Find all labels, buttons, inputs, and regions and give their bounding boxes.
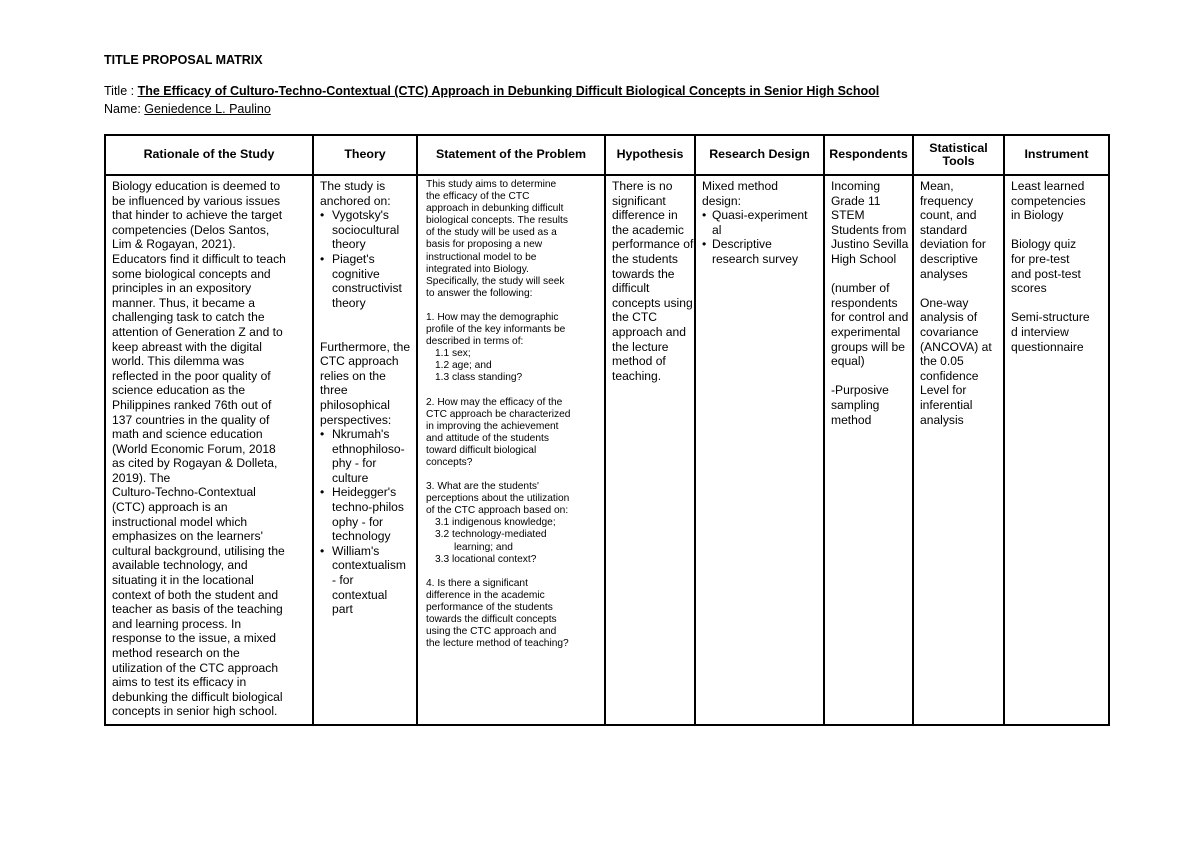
- instrument-interview: [1011, 310, 1108, 354]
- text-line: Culturo-Techno-Contextual: [112, 485, 256, 500]
- text-line: for control and: [831, 310, 909, 325]
- text-line: contextual: [332, 587, 388, 602]
- text-line: technology: [332, 529, 391, 544]
- text-line: (CTC) approach is an: [112, 500, 228, 515]
- bullet-icon: •: [320, 543, 325, 558]
- text-line: principles in an expository: [112, 281, 252, 296]
- text-line: the students: [612, 251, 678, 266]
- respondents-description: [831, 179, 912, 267]
- text-line: and learning process. In: [112, 616, 242, 631]
- problem-question-3: [426, 481, 604, 517]
- text-line: of the CTC approach based on:: [426, 505, 569, 517]
- text-line: cognitive: [332, 266, 380, 281]
- problem-question-2: [426, 397, 604, 470]
- text-line: 1. How may the demographic: [426, 311, 559, 323]
- text-line: philosophical: [320, 397, 390, 412]
- tools-inferential: [920, 296, 1003, 427]
- text-line: profile of the key informants be: [426, 324, 566, 336]
- text-line: Grade 11: [831, 193, 881, 208]
- text-line: competencies: [1011, 193, 1086, 208]
- instrument-quiz: [1011, 237, 1108, 295]
- text-line: perspectives:: [320, 412, 392, 427]
- header-research-design: Research Design: [695, 135, 824, 175]
- text-line: 1.1 sex;: [435, 348, 471, 360]
- header-row: [105, 135, 1109, 175]
- text-line: confidence: [920, 368, 979, 383]
- theory-bullet-text: [332, 427, 405, 485]
- text-line: difference in: [612, 208, 678, 223]
- theory-bullet-piaget: [320, 252, 416, 310]
- text-line: approach and: [612, 324, 686, 339]
- text-line: CTC approach: [320, 354, 399, 369]
- hypothesis-text: [612, 179, 694, 383]
- bullet-icon: •: [320, 427, 325, 442]
- name-line: [104, 102, 307, 116]
- rationale-text: [112, 179, 312, 719]
- cell-rationale: [105, 175, 313, 725]
- theory-intro: [320, 179, 416, 208]
- name-label: Name:: [104, 102, 145, 116]
- text-line: Lim & Rogayan, 2021).: [112, 237, 236, 252]
- bullet-icon: •: [320, 208, 325, 223]
- text-line: be influenced by various issues: [112, 193, 281, 208]
- text-line: experimental: [831, 324, 901, 339]
- cell-statement-of-problem: [417, 175, 605, 725]
- design-bullet-descriptive: [702, 237, 823, 266]
- text-line: performance of the students: [426, 601, 553, 613]
- cell-theory: [313, 175, 417, 725]
- text-line: in improving the achievement: [426, 420, 559, 432]
- text-line: debunking the difficult biological: [112, 689, 283, 704]
- text-line: There is no: [612, 179, 673, 193]
- text-line: that hinder to achieve the target: [112, 208, 283, 223]
- text-line: constructivist: [332, 281, 402, 296]
- text-line: CTC approach be characterized: [426, 408, 571, 420]
- text-line: basis for proposing a new: [426, 239, 543, 251]
- text-line: Semi-structure: [1011, 310, 1090, 325]
- text-line: context of both the student and: [112, 587, 279, 602]
- text-line: Vygotsky's: [332, 208, 389, 223]
- text-line: instructional model which: [112, 514, 248, 529]
- problem-question-1-items: [426, 348, 604, 384]
- text-line: in Biology: [1011, 208, 1064, 223]
- text-line: 137 countries in the quality of: [112, 412, 270, 427]
- cell-research-design: [695, 175, 824, 725]
- text-line: aims to test its efficacy in: [112, 675, 247, 690]
- respondents-note: [831, 281, 912, 369]
- text-line: techno-philos: [332, 500, 404, 515]
- text-line: described in terms of:: [426, 336, 524, 348]
- tools-descriptive: [920, 179, 1003, 281]
- header-hypothesis: Hypothesis: [605, 135, 695, 175]
- problem-question-3-item-cont: [426, 542, 604, 554]
- text-line: analysis: [920, 412, 964, 427]
- text-line: the 0.05: [920, 354, 964, 369]
- text-line: towards the difficult concepts: [426, 614, 557, 625]
- text-line: attention of Generation Z and to: [112, 324, 283, 339]
- text-line: 1.2 age; and: [435, 360, 492, 372]
- theory-bullet-william: [320, 544, 416, 617]
- text-line: response to the issue, a mixed: [112, 631, 277, 646]
- problem-question-3-item-last: [426, 554, 604, 566]
- header-rationale: Rationale of the Study: [105, 135, 313, 175]
- text-line: science education as the: [112, 383, 246, 398]
- text-line: relies on the: [320, 368, 386, 383]
- theory-perspectives-intro: [320, 340, 416, 428]
- cell-hypothesis: [605, 175, 695, 725]
- design-intro: [702, 179, 823, 208]
- text-line: Mean,: [920, 179, 954, 193]
- text-line: learning; and: [454, 541, 513, 553]
- text-line: as cited by Rogayan & Dolleta,: [112, 456, 278, 471]
- instrument-competencies: [1011, 179, 1108, 223]
- text-line: deviation for: [920, 237, 986, 252]
- design-bullet-quasi: [702, 208, 823, 237]
- text-line: of the study will be used as a: [426, 227, 557, 239]
- text-line: anchored on:: [320, 193, 391, 208]
- cell-respondents: [824, 175, 913, 725]
- text-line: difficult: [612, 281, 650, 296]
- text-line: available technology, and: [112, 558, 248, 573]
- text-line: 4. Is there a significant: [426, 577, 528, 589]
- text-line: 3.2 technology-mediated: [435, 529, 547, 541]
- text-line: Justino Sevilla: [831, 237, 909, 252]
- text-line: analyses: [920, 266, 968, 281]
- header-statistical-tools: Statistical Tools: [913, 135, 1004, 175]
- text-line: Mixed method: [702, 179, 778, 193]
- text-line: William's: [332, 543, 380, 558]
- text-line: instructional model to be: [426, 251, 537, 263]
- text-line: reflected in the poor quality of: [112, 368, 271, 383]
- problem-question-3-items: [426, 517, 604, 541]
- text-line: teacher as basis of the teaching: [112, 602, 283, 617]
- text-line: the lecture method of teaching?: [426, 638, 569, 650]
- text-line: approach in debunking difficult: [426, 203, 564, 215]
- problem-question-1: [426, 312, 604, 348]
- text-line: Biology quiz: [1011, 237, 1077, 252]
- text-line: Students from: [831, 222, 907, 237]
- text-line: scores: [1011, 281, 1047, 296]
- text-line: -Purposive: [831, 383, 889, 398]
- problem-question-4: [426, 578, 604, 651]
- text-line: math and science education: [112, 427, 263, 442]
- text-line: three: [320, 383, 348, 398]
- text-line: (ANCOVA) at: [920, 339, 992, 354]
- text-line: The study is: [320, 179, 386, 193]
- theory-bullet-heidegger: [320, 485, 416, 543]
- bullet-icon: •: [320, 485, 325, 500]
- text-line: Specifically, the study will seek: [426, 275, 565, 287]
- text-line: equal): [831, 354, 865, 369]
- text-line: 3.1 indigenous knowledge;: [435, 517, 556, 529]
- text-line: sociocultural: [332, 222, 400, 237]
- text-line: concepts?: [426, 456, 473, 468]
- text-line: sampling: [831, 397, 880, 412]
- bullet-icon: •: [702, 237, 707, 252]
- text-line: keep abreast with the digital: [112, 339, 262, 354]
- text-line: questionnaire: [1011, 339, 1084, 354]
- theory-bullet-text: [332, 544, 406, 617]
- text-line: One-way: [920, 295, 969, 310]
- study-title: The Efficacy of Culturo-Techno-Contextual (CTC) Approach in Debunking Difficult Biological Concepts in Senior High School: [137, 84, 880, 98]
- title-line: [104, 84, 879, 98]
- text-line: High School: [831, 251, 897, 266]
- text-line: integrated into Biology.: [426, 263, 529, 275]
- text-line: 3.3 locational context?: [435, 553, 537, 565]
- text-line: STEM: [831, 208, 865, 223]
- text-line: covariance: [920, 324, 979, 339]
- header-theory: Theory: [313, 135, 417, 175]
- content-row: [105, 175, 1109, 725]
- design-bullet-text: [712, 237, 798, 266]
- author-name: Geniedence L. Paulino: [144, 102, 271, 116]
- text-line: culture: [332, 470, 369, 485]
- text-line: phy - for: [332, 456, 377, 471]
- text-line: method of: [612, 354, 666, 369]
- cell-statistical-tools: [913, 175, 1004, 725]
- text-line: concepts in senior high school.: [112, 704, 278, 719]
- bullet-icon: •: [702, 208, 707, 223]
- text-line: (number of: [831, 281, 890, 296]
- text-line: This study aims to determine: [426, 179, 557, 190]
- text-line: descriptive: [920, 251, 978, 266]
- text-line: d interview: [1011, 324, 1069, 339]
- text-line: Nkrumah's: [332, 427, 390, 442]
- text-line: towards the: [612, 266, 675, 281]
- theory-bullet-vygotsky: [320, 208, 416, 252]
- text-line: research survey: [712, 251, 799, 266]
- text-line: competencies (Delos Santos,: [112, 222, 270, 237]
- text-line: Furthermore, the: [320, 339, 411, 354]
- text-line: and attitude of the students: [426, 432, 549, 444]
- text-line: Level for: [920, 383, 967, 398]
- text-line: situating it in the locational: [112, 573, 254, 588]
- text-line: the efficacy of the CTC: [426, 191, 530, 203]
- text-line: Biology education is deemed to: [112, 179, 281, 193]
- proposal-matrix-table: [104, 134, 1110, 726]
- text-line: Descriptive: [712, 237, 772, 252]
- text-line: analysis of: [920, 310, 978, 325]
- respondents-sampling: [831, 383, 912, 427]
- text-line: - for: [332, 573, 354, 588]
- text-line: difference in the academic: [426, 589, 545, 601]
- theory-bullet-text: [332, 208, 399, 252]
- text-line: Heidegger's: [332, 485, 397, 500]
- header-statement-of-problem: Statement of the Problem: [417, 135, 605, 175]
- text-line: (World Economic Forum, 2018: [112, 441, 276, 456]
- header-instrument: Instrument: [1004, 135, 1109, 175]
- text-line: al: [712, 222, 722, 237]
- text-line: performance of: [612, 237, 694, 252]
- text-line: and post-test: [1011, 266, 1081, 281]
- text-line: theory: [332, 295, 366, 310]
- text-line: groups will be: [831, 339, 905, 354]
- text-line: Piaget's: [332, 251, 375, 266]
- text-line: utilization of the CTC approach: [112, 660, 279, 675]
- text-line: 2. How may the efficacy of the: [426, 396, 563, 408]
- text-line: Incoming: [831, 179, 881, 193]
- text-line: frequency: [920, 193, 974, 208]
- text-line: design:: [702, 193, 741, 208]
- bullet-icon: •: [320, 251, 325, 266]
- text-line: the CTC: [612, 310, 658, 325]
- document-heading: TITLE PROPOSAL MATRIX: [104, 53, 263, 67]
- text-line: to answer the following:: [426, 287, 533, 299]
- text-line: perceptions about the utilization: [426, 493, 570, 505]
- theory-bullet-nkrumah: [320, 427, 416, 485]
- text-line: method research on the: [112, 646, 240, 660]
- text-line: 1.3 class standing?: [435, 372, 523, 384]
- design-bullet-text: [712, 208, 807, 237]
- text-line: contextualism: [332, 558, 406, 573]
- text-line: ethnophiloso-: [332, 441, 405, 456]
- text-line: emphasizes on the learners': [112, 529, 263, 544]
- cell-instrument: [1004, 175, 1109, 725]
- theory-bullet-text: [332, 252, 402, 310]
- text-line: ophy - for: [332, 514, 384, 529]
- text-line: concepts using: [612, 295, 693, 310]
- text-line: part: [332, 602, 353, 617]
- text-line: Educators find it difficult to teach: [112, 251, 286, 266]
- text-line: for pre-test: [1011, 251, 1070, 266]
- text-line: count, and: [920, 208, 977, 223]
- text-line: 2019). The: [112, 470, 171, 485]
- text-line: respondents: [831, 295, 898, 310]
- text-line: the lecture: [612, 339, 669, 354]
- text-line: some biological concepts and: [112, 266, 271, 281]
- text-line: theory: [332, 237, 366, 252]
- text-line: manner. Thus, it became a: [112, 295, 255, 310]
- text-line: teaching.: [612, 368, 662, 383]
- title-label: Title :: [104, 84, 138, 98]
- text-line: challenging task to catch the: [112, 310, 265, 325]
- text-line: cultural background, utilising the: [112, 543, 285, 558]
- text-line: toward difficult biological: [426, 444, 537, 456]
- text-line: method: [831, 412, 872, 427]
- text-line: biological concepts. The results: [426, 215, 568, 227]
- text-line: Philippines ranked 76th out of: [112, 397, 272, 412]
- text-line: standard: [920, 222, 968, 237]
- problem-intro: [426, 179, 604, 300]
- text-line: world. This dilemma was: [112, 354, 245, 369]
- text-line: 3. What are the students': [426, 481, 539, 493]
- theory-bullet-text: [332, 485, 404, 543]
- text-line: the academic: [612, 222, 684, 237]
- header-respondents: Respondents: [824, 135, 913, 175]
- text-line: Least learned: [1011, 179, 1085, 193]
- text-line: inferential: [920, 397, 973, 412]
- text-line: Quasi-experiment: [712, 208, 808, 223]
- text-line: using the CTC approach and: [426, 626, 557, 638]
- text-line: significant: [612, 193, 666, 208]
